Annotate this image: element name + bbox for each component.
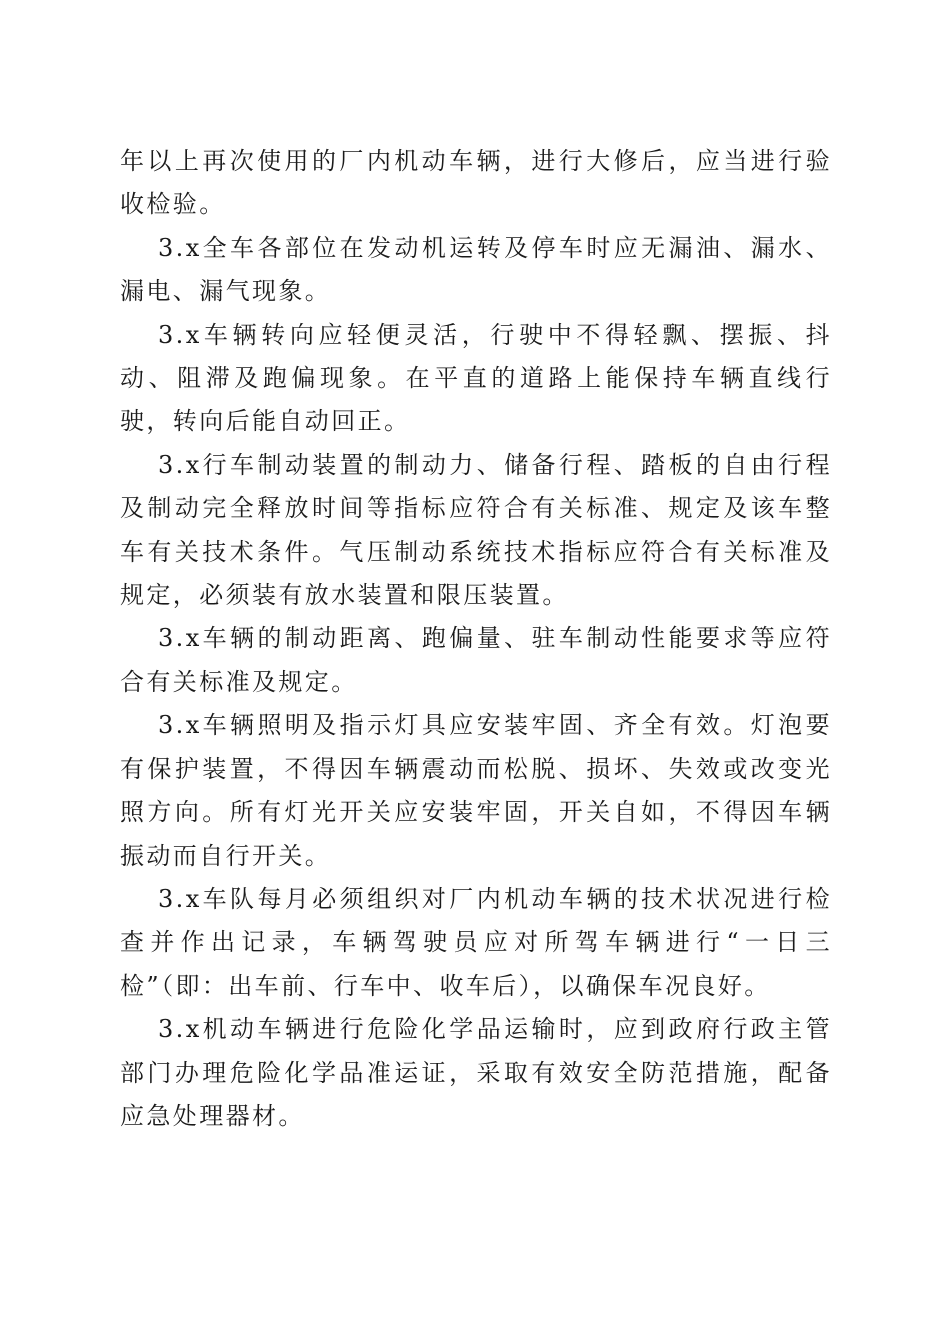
- paragraph-no-leaks: 3.x全车各部位在发动机运转及停车时应无漏油、漏水、漏电、漏气现象。: [120, 233, 832, 306]
- document-body: [120, 140, 832, 1138]
- paragraph-hazardous-transport: 3.x机动车辆进行危险化学品运输时，应到政府行政主管部门办理危险化学品准运证，采取有效安全防范措施，配备应急处理器材。: [120, 1015, 832, 1130]
- paragraph-lighting: 3.x车辆照明及指示灯具应安装牢固、齐全有效。灯泡要有保护装置，不得因车辆震动而松脱、损坏、失效或改变光照方向。所有灯光开关应安装牢固，开关自如，不得因车辆振动而自行开关。: [120, 711, 832, 870]
- paragraph-steering: 3.x车辆转向应轻便灵活，行驶中不得轻飘、摆振、抖动、阻滞及跑偏现象。在平直的道路上能保持车辆直线行驶，转向后能自动回正。: [120, 320, 832, 436]
- paragraph-monthly-inspection: 3.x车队每月必须组织对厂内机动车辆的技术状况进行检查并作出记录，车辆驾驶员应对所驾车辆进行“一日三检”（即：出车前、行车中、收车后），以确保车况良好。: [120, 884, 832, 1000]
- paragraph-continuation: 年以上再次使用的厂内机动车辆，进行大修后，应当进行验收检验。: [120, 147, 832, 219]
- paragraph-service-brake: 3.x行车制动装置的制动力、储备行程、踏板的自由行程及制动完全释放时间等指标应符合有关标准、规定及该车整车有关技术条件。气压制动系统技术指标应符合有关标准及规定，必须装有放水装置和限压装置。: [120, 450, 832, 610]
- paragraph-braking-distance: 3.x车辆的制动距离、跑偏量、驻车制动性能要求等应符合有关标准及规定。: [120, 624, 832, 696]
